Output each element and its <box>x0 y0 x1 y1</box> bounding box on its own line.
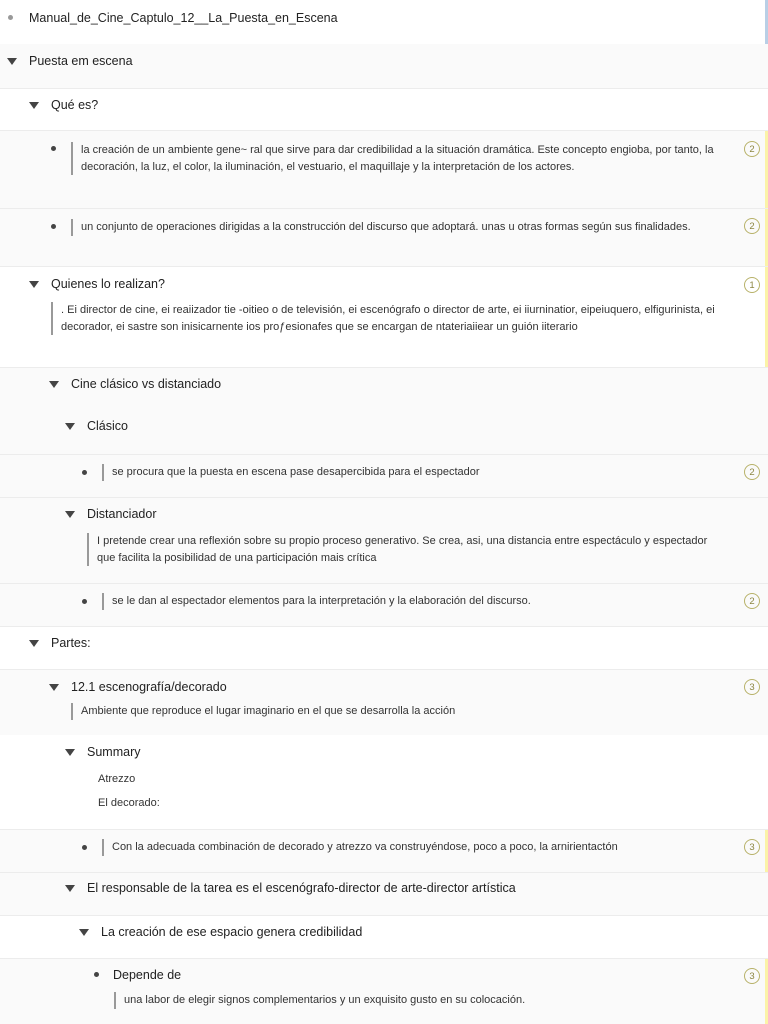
note-text: un conjunto de operaciones dirigidas a la construcción del discurso que adoptará. unas u otras formas según sus finalidades. <box>71 219 731 236</box>
count-badge[interactable]: 3 <box>744 968 760 984</box>
node-label: Depende de <box>113 968 182 982</box>
note-que-es-1[interactable] <box>0 130 768 208</box>
collapse-triangle-icon[interactable] <box>7 58 17 65</box>
bullet-icon <box>82 599 87 604</box>
count-badge[interactable]: 2 <box>744 464 760 480</box>
node-depende[interactable] <box>0 958 768 1024</box>
node-label: Cine clásico vs distanciado <box>71 377 222 391</box>
note-que-es-2[interactable] <box>0 208 768 266</box>
note-text: se procura que la puesta en escena pase desapercibida para el espectador <box>102 464 722 481</box>
note-text: se le dan al espectador elementos para la interpretación y la elaboración del discurso. <box>102 593 722 610</box>
note-text: una labor de elegir signos complementarios y un exquisito gusto en su colocación. <box>114 992 714 1009</box>
bullet-icon <box>51 146 56 151</box>
node-distanciador[interactable] <box>0 497 768 583</box>
collapse-triangle-icon[interactable] <box>29 640 39 647</box>
count-badge[interactable]: 3 <box>744 679 760 695</box>
bullet-icon <box>8 15 13 20</box>
collapse-triangle-icon[interactable] <box>65 511 75 518</box>
collapse-triangle-icon[interactable] <box>29 102 39 109</box>
node-label: La creación de ese espacio genera credibilidad <box>101 925 363 939</box>
note-distanciador[interactable] <box>0 583 768 626</box>
node-clasico[interactable] <box>0 407 768 454</box>
node-label: El responsable de la tarea es el escenógrafo-director de arte-director artística <box>87 881 516 895</box>
note-summary[interactable] <box>0 829 768 872</box>
note-text: I pretende crear una reflexión sobre su propio proceso generativo. Se crea, asi, una distancia entre espectáculo y espectador que facilita la posibilidad de una participación mais crítica <box>87 533 727 566</box>
bullet-icon <box>82 470 87 475</box>
note-clasico[interactable] <box>0 454 768 497</box>
node-puesta[interactable] <box>0 44 768 88</box>
summary-item: Atrezzo <box>98 773 136 785</box>
collapse-triangle-icon[interactable] <box>49 684 59 691</box>
note-text: Ambiente que reproduce el lugar imaginario en el que se desarrolla la acción <box>71 703 711 720</box>
node-label: Quienes lo realizan? <box>51 277 165 291</box>
title-row[interactable] <box>0 0 768 44</box>
bullet-icon <box>51 224 56 229</box>
count-badge[interactable]: 1 <box>744 277 760 293</box>
collapse-triangle-icon[interactable] <box>65 423 75 430</box>
node-label: Clásico <box>87 419 128 433</box>
node-label: 12.1 escenografía/decorado <box>71 680 227 694</box>
collapse-triangle-icon[interactable] <box>65 885 75 892</box>
node-cine[interactable] <box>0 367 768 407</box>
node-label: Distanciador <box>87 507 157 521</box>
node-label: Partes: <box>51 636 91 650</box>
node-label: Puesta em escena <box>29 54 133 68</box>
bullet-icon <box>94 972 99 977</box>
note-text: . Ei director de cine, ei reaiizador tie -oitieo o de televisión, ei escenógrafo o director de arte, ei iiurninatior, eipeiuquero, elfigurinista, ei decorador, ei sastre son inisicarnente ios proƒesionafes que se encargan de ntateriaiiear un guión iiterario <box>51 302 731 335</box>
collapse-triangle-icon[interactable] <box>49 381 59 388</box>
collapse-triangle-icon[interactable] <box>65 749 75 756</box>
node-escenografia[interactable] <box>0 669 768 735</box>
note-text: Con la adecuada combinación de decorado y atrezzo va construyéndose, poco a poco, la arnirientactón <box>102 839 722 856</box>
node-summary[interactable] <box>0 735 768 829</box>
count-badge[interactable]: 2 <box>744 218 760 234</box>
count-badge[interactable]: 3 <box>744 839 760 855</box>
node-creacion[interactable] <box>0 915 768 958</box>
node-quienes[interactable] <box>0 266 768 367</box>
node-label: Qué es? <box>51 98 99 112</box>
note-text: la creación de un ambiente gene~ ral que sirve para dar credibilidad a la situación dramática. Este concepto engioba, por tanto, la decoración, la luz, el color, la iluminación, el vestuario, el maquillaje y la interpretación de los actores. <box>71 142 731 175</box>
bullet-icon <box>82 845 87 850</box>
count-badge[interactable]: 2 <box>744 141 760 157</box>
document-title: Manual_de_Cine_Captulo_12__La_Puesta_en_Escena <box>29 11 338 25</box>
summary-item: El decorado: <box>98 797 160 809</box>
node-que-es[interactable] <box>0 88 768 130</box>
node-responsable[interactable] <box>0 872 768 915</box>
node-label: Summary <box>87 745 141 759</box>
count-badge[interactable]: 2 <box>744 593 760 609</box>
node-partes[interactable] <box>0 626 768 669</box>
collapse-triangle-icon[interactable] <box>79 929 89 936</box>
collapse-triangle-icon[interactable] <box>29 281 39 288</box>
